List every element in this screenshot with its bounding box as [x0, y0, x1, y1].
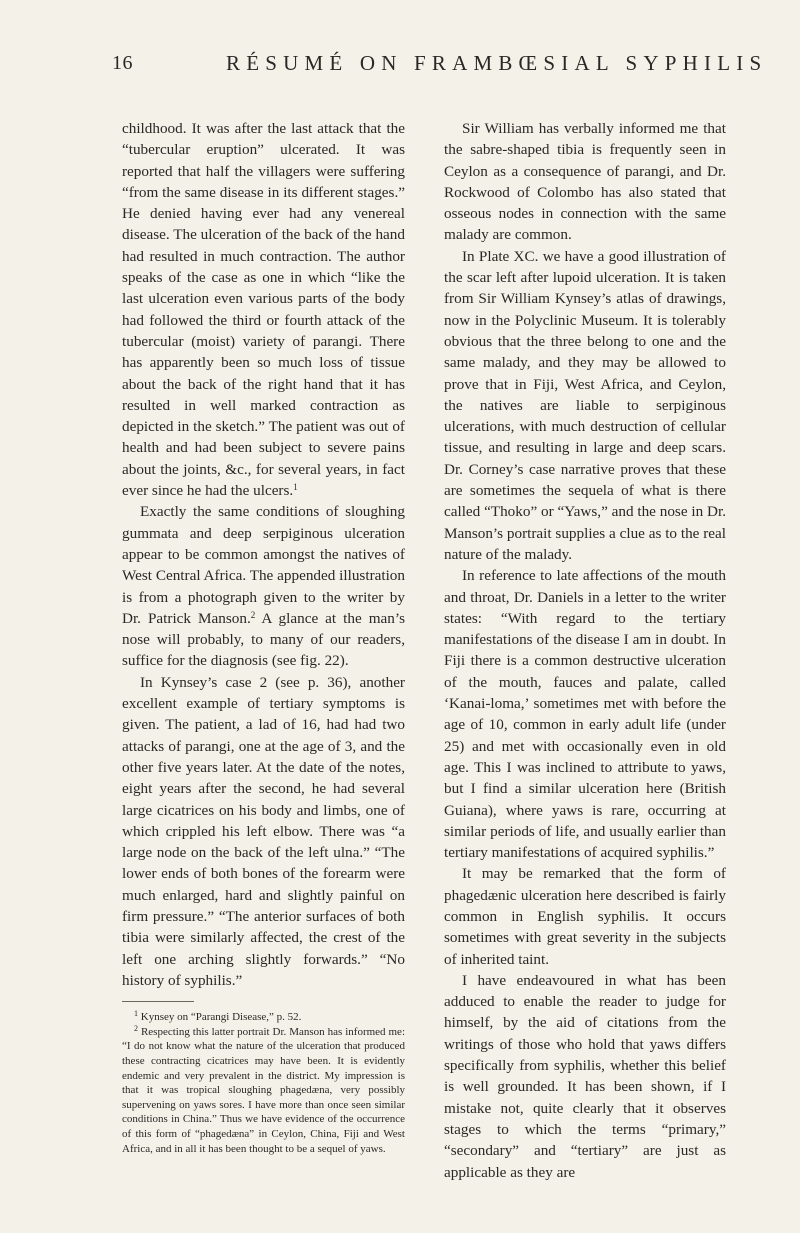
- paragraph: In Plate XC. we have a good illustration of the scar left after lupoid ulceration. It is taken from Sir William Kynsey’s atlas of drawings, now in the Polyclinic Museum. It is tolerably obvious that the three belong to one and the same malady, and they may be allowed to prove that in Fiji, West Africa, and Ceylon, the natives are liable to serpiginous ulcerations, with much destruction of cellular tissue, and resulting in large and deep scars. Dr. Corney’s case narrative proves that these are sometimes the sequela of what is there called “Thoko” or “Yaws,” and the nose in Dr. Manson’s portrait supplies a clue as to the real nature of the malady.: [444, 247, 726, 563]
- paragraph: In reference to late affections of the mouth and throat, Dr. Daniels in a letter to the writer states: “With regard to the tertiary manifestations of the disease I am in doubt. In Fiji there is a common destructive ulceration of the mouth, fauces and palate, called ‘Kanai-loma,’ sometimes met with before the age of 10, common in early adult life (under 25) and met with occasionally even in old age. This I was inclined to attribute to yaws, but I find a similar ulceration here (British Guiana), where yaws is rare, occurring at similar periods of life, and usually earlier than tertiary manifestations of acquired syphilis.”: [444, 567, 726, 862]
- page-number: 16: [112, 52, 133, 74]
- right-column: [444, 118, 726, 1183]
- footnote-ref: 1: [293, 482, 298, 493]
- footnote: [122, 1025, 405, 1156]
- paragraph: It may be remarked that the form of phagedænic ulceration here described is fairly common in English syphilis. It occurs sometimes with great severity in the subjects of inherited taint.: [444, 865, 726, 968]
- footnotes: [122, 1010, 405, 1156]
- paragraph: [122, 118, 405, 501]
- paragraph-text: childhood. It was after the last attack that the “tubercular eruption” ulcerated. It was reported that half the villagers were suffering “from the same disease in its different stages.” He denied having ever had any venereal disease. The ulceration of the back of the hand had resulted in much contraction. The author speaks of the case as one in which “like the last ulceration even various parts of the body had followed the third or fourth attack of the tubercular (moist) variety of parangi. There has apparently been so much loss of tissue about the back of the right hand that it has resulted in well marked contraction as depicted in the sketch.” The patient was out of health and had been subject to severe pains about the joints, &c., for several years, in fact ever since he had the ulcers.: [122, 120, 405, 500]
- footnote-ref: 2: [250, 609, 256, 620]
- paragraph: Sir William has verbally informed me that the sabre-shaped tibia is frequently seen in Ceylon as a consequence of parangi, and Dr. Rockwood of Colombo has also stated that osseous nodes in connection with the same malady are common.: [444, 120, 726, 244]
- footnote-divider: [122, 1001, 194, 1002]
- footnote: [122, 1010, 405, 1025]
- footnote-mark: 1: [134, 1009, 138, 1019]
- footnote-text: Respecting this latter portrait Dr. Manson has informed me: “I do not know what the nature of the ulceration that produced these contracting cicatrices may have been. It is evidently endemic and very prevalent in the district. My impression is that it was tropical sloughing phagedæna, very possibly supervening on yaws sores. I have more than once seen similar conditions in China.” Thus we have evidence of the occurrence of this form of “phagedæna” in Ceylon, China, Fiji and West Africa, and in all it has been thought to be a sequel of yaws.: [122, 1025, 405, 1155]
- paragraph: [122, 501, 405, 671]
- paragraph-text: A glance at the man’s nose will probably, to many of our readers, suffice for the diagnosis (see fig. 22).: [122, 609, 405, 670]
- paragraph: In Kynsey’s case 2 (see p. 36), another excellent example of tertiary symptoms is given. The patient, a lad of 16, had had two attacks of parangi, one at the age of 3, and the other five years later. At the date of the notes, eight years after the second, he had several large cicatrices on his body and limbs, one of which crippled his left elbow. There was “a large node on the back of the left ulna.” “The lower ends of both bones of the forearm were much enlarged, hard and slightly painful on firm pressure.” “The anterior surfaces of both tibia were similarly affected, the crest of the left one arching slightly forwards.” “No history of syphilis.”: [122, 673, 405, 989]
- paragraph: I have endeavoured in what has been adduced to enable the reader to judge for himself, by the aid of citations from the writings of those who hold that yaws differs specifically from syphilis, whether this belief is well grounded. It has been shown, if I mistake not, quite clearly that it observes stages to which the terms “primary,” “secondary” and “tertiary” are just as applicable as they are: [444, 971, 726, 1181]
- left-column: [122, 118, 405, 1156]
- footnote-mark: 2: [134, 1023, 138, 1033]
- footnote-text: Kynsey on “Parangi Disease,” p. 52.: [140, 1011, 302, 1024]
- paragraph-text: Exactly the same conditions of sloughing gummata and deep serpiginous ulceration appear to be common amongst the natives of West Central Africa. The appended illustration is from a photograph given to the writer by Dr. Patrick Manson.: [122, 503, 405, 627]
- running-title: RÉSUMÉ ON FRAMBŒSIAL SYPHILIS: [226, 51, 768, 75]
- page-header: [0, 48, 800, 84]
